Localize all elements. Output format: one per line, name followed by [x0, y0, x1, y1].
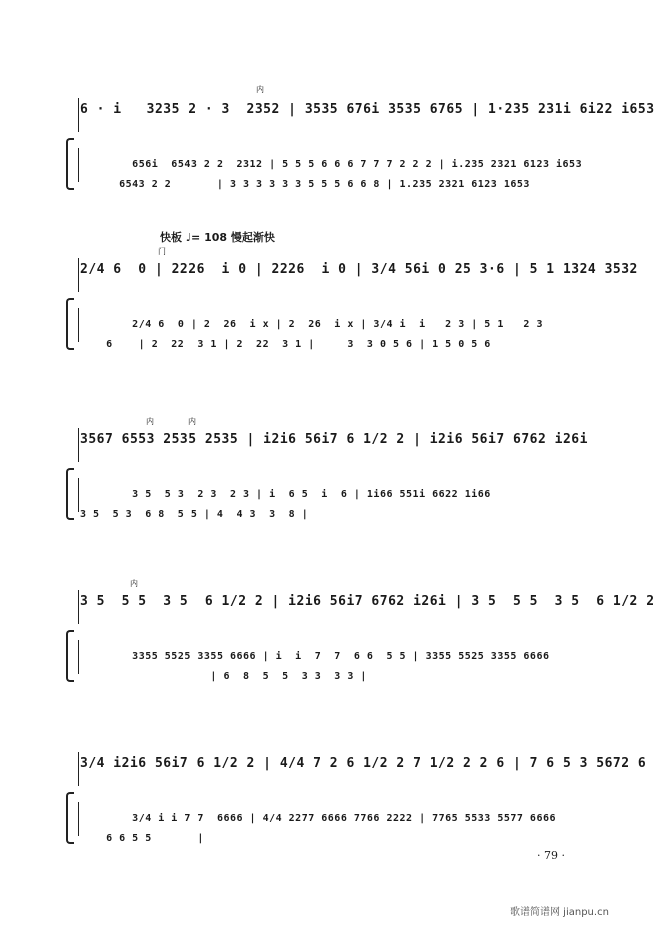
inner-string-mark: 内	[256, 85, 264, 94]
lower-notation-bottom: 6 6 5 5 |	[80, 833, 204, 844]
score-system-5	[70, 752, 647, 844]
lower-notation-bottom: 3 5 5 3 6 8 5 5 | 4 4 3 3 8 |	[80, 509, 309, 520]
barline	[78, 98, 79, 132]
lower-notation	[80, 480, 491, 540]
inner-string-mark: 内	[188, 417, 196, 426]
lower-notation	[80, 150, 582, 210]
lower-staff	[70, 148, 590, 190]
upper-notation: 6 · i 3235 2 · 3 2352 | 3535 676i 3535 6765 | 1·235 231i 6i22 i653	[80, 102, 655, 117]
score-system-1	[70, 85, 655, 190]
lower-notation	[80, 642, 549, 702]
site-watermark: 歌谱简谱网 jianpu.cn	[510, 907, 609, 918]
lower-notation-bottom: | 6 8 5 5 3 3 3 3 |	[80, 671, 367, 682]
lower-notation-top: 2/4 6 0 | 2 26 i x | 2 26 i x | 3/4 i i 2 3 | 5 1 2 3	[132, 319, 543, 330]
accent-mark: 门	[158, 247, 166, 256]
upper-notation: 3567 6553 2535 2535 | i2i6 56i7 6 1/2 2 | i2i6 56i7 6762 i26i	[80, 432, 588, 447]
lower-notation-top: 3355 5525 3355 6666 | i i 7 7 6 6 5 5 | 3355 5525 3355 6666	[132, 651, 550, 662]
inner-string-mark: 内	[130, 579, 138, 588]
score-system-2	[70, 247, 638, 350]
lower-staff	[70, 802, 590, 844]
upper-notation: 3/4 i2i6 56i7 6 1/2 2 | 4/4 7 2 6 1/2 2 7 1/2 2 2 6 | 7 6 5 3 5672 6	[80, 756, 647, 771]
score-system-3	[70, 417, 590, 520]
barline	[78, 640, 79, 674]
upper-staff	[70, 417, 590, 466]
upper-notation: 2/4 6 0 | 2226 i 0 | 2226 i 0 | 3/4 56i 0 25 3·6 | 5 1 1324 3532	[80, 262, 638, 277]
upper-staff	[70, 85, 655, 136]
page-number: · 79 ·	[537, 849, 565, 862]
upper-notation: 3 5 5 5 3 5 6 1/2 2 | i2i6 56i7 6762 i26i | 3 5 5 5 3 5 6 1/2 2	[80, 594, 655, 609]
lower-notation	[80, 804, 556, 864]
barline	[78, 590, 79, 624]
upper-staff	[70, 752, 647, 790]
upper-staff	[70, 579, 655, 628]
lower-staff	[70, 308, 590, 350]
barline	[78, 308, 79, 342]
lower-staff	[70, 640, 590, 682]
inner-string-mark: 内	[146, 417, 154, 426]
lower-notation-bottom: 6543 2 2 | 3 3 3 3 3 3 5 5 5 6 6 8 | 1.235 2321 6123 1653	[80, 179, 530, 190]
lower-notation-top: 3 5 5 3 2 3 2 3 | i 6 5 i 6 | 1i66 551i 6622 1i66	[132, 489, 491, 500]
barline	[78, 478, 79, 512]
lower-notation-top: 656i 6543 2 2 2312 | 5 5 5 6 6 6 7 7 7 2 2 2 | i.235 2321 6123 i653	[132, 159, 583, 170]
lower-notation-bottom: 6 | 2 22 3 1 | 2 22 3 1 | 3 3 0 5 6 | 1 5 0 5 6	[80, 339, 491, 350]
tempo-marking: 快板 ♩= 108 慢起渐快	[160, 231, 275, 244]
barline	[78, 802, 79, 836]
barline	[78, 258, 79, 292]
barline	[78, 428, 79, 462]
upper-staff	[70, 247, 638, 296]
barline	[78, 752, 79, 786]
lower-notation-top: 3/4 i i 7 7 6666 | 4/4 2277 6666 7766 2222 | 7765 5533 5577 6666	[132, 813, 557, 824]
lower-notation	[80, 310, 543, 370]
barline	[78, 148, 79, 182]
lower-staff	[70, 478, 590, 520]
score-system-4	[70, 579, 655, 682]
